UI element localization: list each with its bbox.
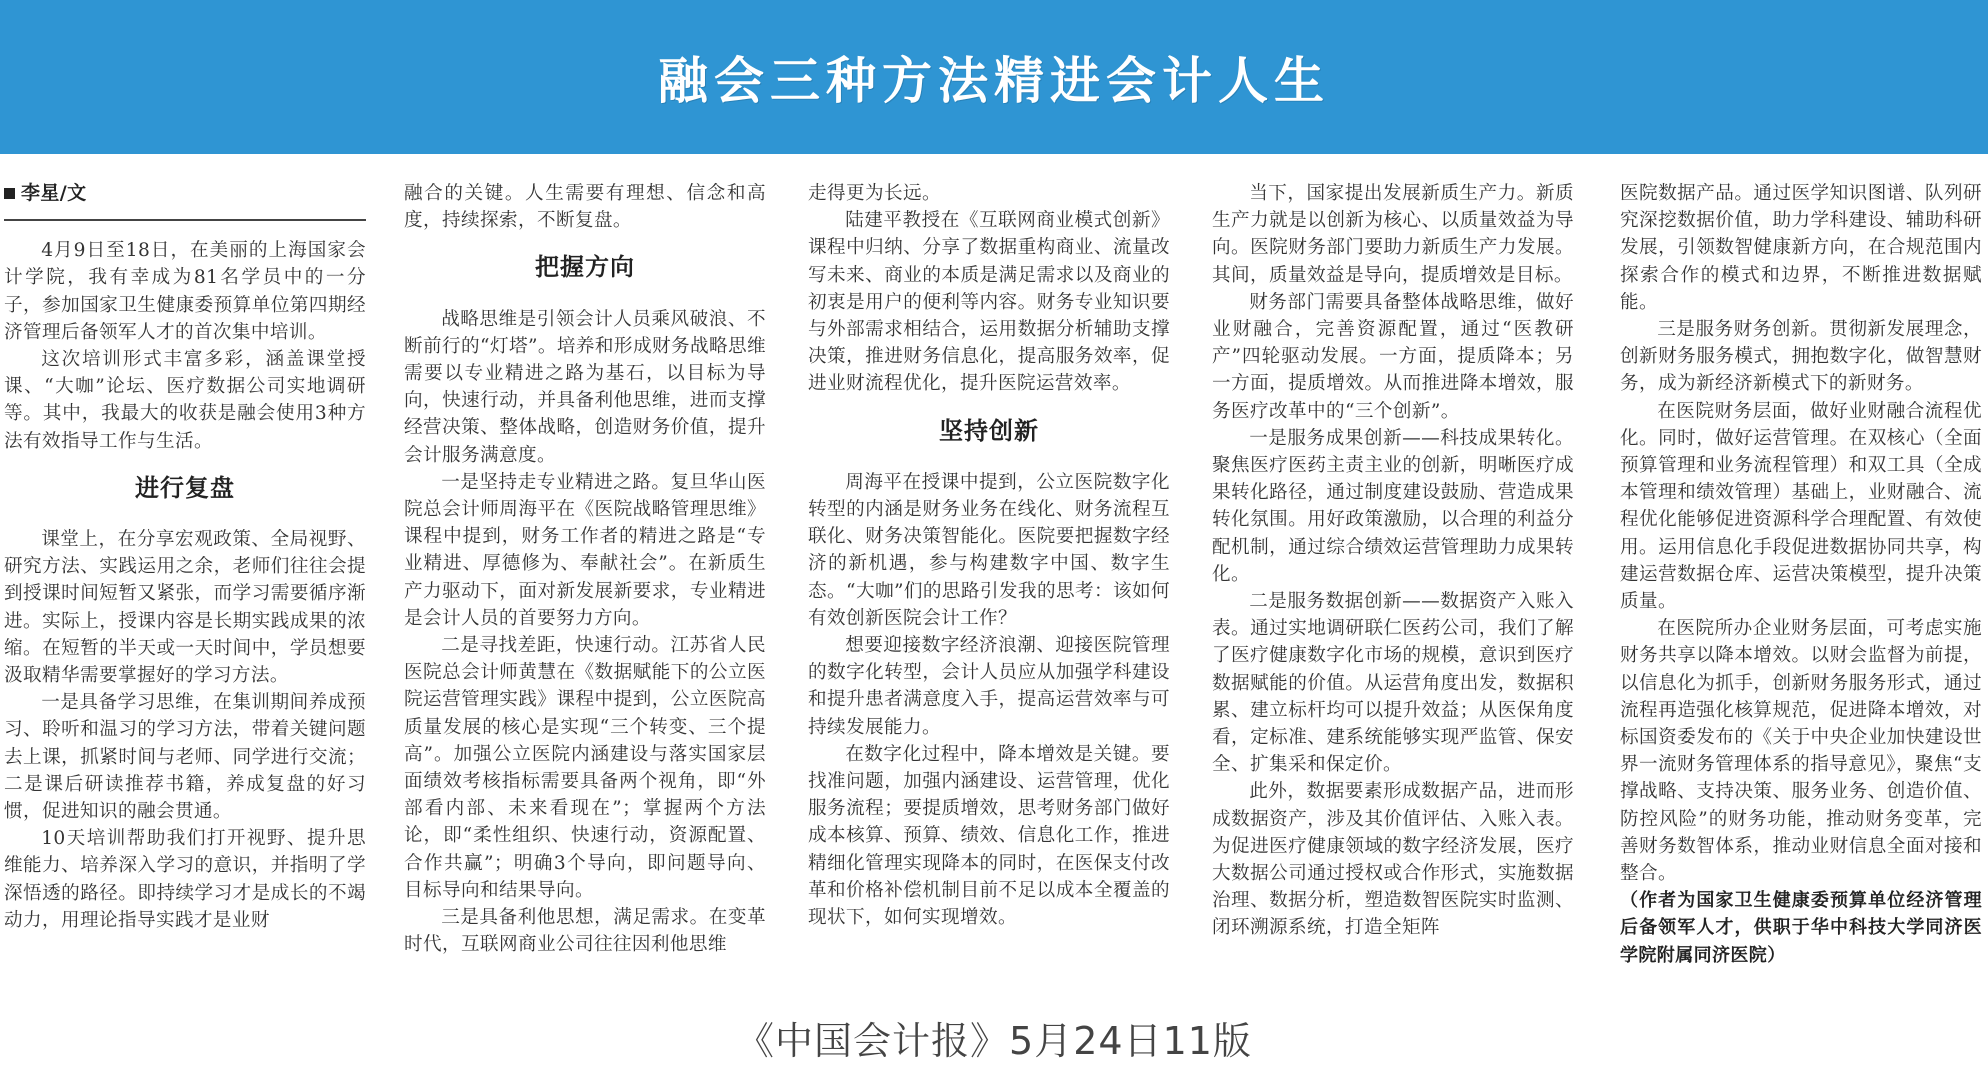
paragraph: 此外，数据要素形成数据产品，进而形成数据资产，涉及其价值评估、入账入表。为促进医疗健康领域的数字经济发展，医疗大数据公司通过授权或合作形式，实施数据治理、数据分析，塑造数智医院实时监测、闭环溯源系统，打造全矩阵: [1212, 781, 1574, 939]
paragraph: 财务部门需要具备整体战略思维，做好业财融合，完善资源配置，通过“医教研产”四轮驱动发展。一方面，提质降本；另一方面，提质增效。从而推进降本增效，服务医疗改革中的“三个创新”。: [1212, 291, 1574, 422]
paragraph-continued: 融合的关键。人生需要有理想、信念和高度，持续探索，不断复盘。: [404, 183, 766, 232]
title-banner: [0, 0, 1988, 154]
paragraph: 这次培训形式丰富多彩，涵盖课堂授课、“大咖”论坛、医疗数据公司实地调研等。其中，我最大的收获是融会使用3种方法有效指导工作与生活。: [4, 349, 366, 452]
author-note: （作者为国家卫生健康委预算单位经济管理后备领军人才，供职于华中科技大学同济医学院附属同济医院）: [1620, 890, 1982, 966]
paragraph-continued: 医院数据产品。通过医学知识图谱、队列研究深挖数据价值，助力学科建设、辅助科研发展，引领数智健康新方向，在合规范围内探索合作的模式和边界，不断推进数据赋能。: [1620, 183, 1982, 313]
square-bullet-icon: [4, 188, 15, 199]
author-name: 李星/文: [21, 182, 87, 204]
paragraph: 三是具备利他思想，满足需求。在变革时代，互联网商业公司往往因利他思维: [404, 907, 766, 956]
source-caption: 《中国会计报》5月24日11版: [736, 1019, 1252, 1063]
article-column-3: [808, 180, 1170, 931]
paragraph: 在数字化过程中，降本增效是关键。要找准问题，加强内涵建设、运营管理，优化服务流程；要提质增效，思考财务部门做好成本核算、预算、绩效、信息化工作，推进精细化管理实现降本的同时，在医保支付改革和价格补偿机制目前不足以成本全覆盖的现状下，如何实现增效。: [808, 743, 1170, 929]
byline: [4, 180, 366, 221]
paragraph: 一是坚持走专业精进之路。复旦华山医院总会计师周海平在《医院战略管理思维》课程中提到，财务工作者的精进之路是“专业精进、厚德修为、奉献社会”。在新质生产力驱动下，面对新发展新要求，专业精进是会计人员的首要努力方向。: [404, 471, 766, 629]
paragraph: 陆建平教授在《互联网商业模式创新》课程中归纳、分享了数据重构商业、流量改写未来、商业的本质是满足需求以及商业的初衷是用户的便利等内容。财务专业知识要与外部需求相结合，运用数据分析辅助支撑决策，推进财务信息化，提高服务效率，促进业财流程优化，提升医院运营效率。: [808, 210, 1170, 395]
article-column-1: [4, 180, 366, 934]
paragraph: 4月9日至18日，在美丽的上海国家会计学院，我有幸成为81名学员中的一分子，参加国家卫生健康委预算单位第四期经济管理后备领军人才的首次集中培训。: [4, 240, 366, 343]
article-column-4: [1212, 180, 1574, 942]
paragraph: 当下，国家提出发展新质生产力。新质生产力就是以创新为核心、以质量效益为导向。医院财务部门要助力新质生产力发展。其间，质量效益是导向，提质增效是目标。: [1212, 183, 1574, 286]
article-title: 融会三种方法精进会计人生: [658, 52, 1330, 110]
paragraph-continued: 走得更为长远。: [808, 183, 941, 204]
article-column-2: [404, 180, 766, 958]
paragraph: 在医院所办企业财务层面，可考虑实施财务共享以降本增效。以财会监督为前提，以信息化为抓手，创新财务服务形式，通过流程再造强化核算规范，促进降本增效，对标国资委发布的《关于中央企业加快建设世界一流财务管理体系的指导意见》，聚焦“支撑战略、支持决策、服务业务、创造价值、防控风险”的财务功能，推动财务变革，完善财务数智体系，推动业财信息全面对接和整合。: [1620, 618, 1982, 885]
paragraph: 一是具备学习思维，在集训期间养成预习、聆听和温习的学习方法，带着关键问题去上课，抓紧时间与老师、同学进行交流；二是课后研读推荐书籍，养成复盘的好习惯，促进知识的融会贯通。: [4, 692, 366, 823]
paragraph: 二是寻找差距，快速行动。江苏省人民医院总会计师黄慧在《数据赋能下的公立医院运营管理实践》课程中提到，公立医院高质量发展的核心是实现“三个转变、三个提高”。加强公立医院内涵建设与落实国家层面绩效考核指标需要具备两个视角，即“外部看内部、未来看现在”；掌握两个方法论，即“柔性组织、快速行动，资源配置、合作共赢”；明确3个导向，即问题导向、目标导向和结果导向。: [404, 635, 766, 901]
paragraph: 三是服务财务创新。贯彻新发展理念，创新财务服务模式，拥抱数字化，做智慧财务，成为新经济新模式下的新财务。: [1620, 319, 1982, 395]
paragraph: 二是服务数据创新——数据资产入账入表。通过实地调研联仁医药公司，我们了解了医疗健康数字化市场的规模，意识到医疗数据赋能的价值。从运营角度出发，数据积累、建立标杆均可以提升效益；从医保角度看，定标准、建系统能够实现严监管、保安全、扩集采和保定价。: [1212, 591, 1574, 776]
paragraph: 战略思维是引领会计人员乘风破浪、不断前行的“灯塔”。培养和形成财务战略思维需要以专业精进之路为基石，以目标为导向，快速行动，并具备利他思维，进而支撑经营决策、整体战略，创造财务价值，提升会计服务满意度。: [404, 308, 766, 466]
paragraph: 周海平在授课中提到，公立医院数字化转型的内涵是财务业务在线化、财务流程互联化、财务决策智能化。医院要把握数字经济的新机遇，参与构建数字中国、数字生态。“大咖”们的思路引发我的思考：该如何有效创新医院会计工作？: [808, 471, 1170, 629]
paragraph: 在医院财务层面，做好业财融合流程优化。同时，做好运营管理。在双核心（全面预算管理和业务流程管理）和双工具（全成本管理和绩效管理）基础上，业财融合、流程优化能够促进资源科学合理配置、有效使用。运用信息化手段促进数据协同共享，构建运营数据仓库、运营决策模型，提升决策质量。: [1620, 400, 1982, 613]
paragraph: 想要迎接数字经济浪潮、迎接医院管理的数字化转型，会计人员应从加强学科建设和提升患者满意度入手，提高运营效率与可持续发展能力。: [808, 635, 1170, 738]
paragraph: 一是服务成果创新——科技成果转化。聚焦医疗医药主责主业的创新，明晰医疗成果转化路径，通过制度建设鼓励、营造成果转化氛围。用好政策激励，以合理的利益分配机制，通过综合绩效运营管理助力成果转化。: [1212, 427, 1574, 585]
paragraph: 10天培训帮助我们打开视野、提升思维能力、培养深入学习的意识，并指明了学深悟透的路径。即持续学习才是成长的不竭动力，用理论指导实践才是业财: [4, 828, 366, 931]
article-column-5: [1620, 180, 1982, 969]
section-heading: 把握方向: [535, 253, 635, 282]
section-heading: 进行复盘: [135, 473, 235, 502]
paragraph: 课堂上，在分享宏观政策、全局视野、研究方法、实践运用之余，老师们往往会提到授课时间短暂又紧张，而学习需要循序渐进。实际上，授课内容是长期实践成果的浓缩。在短暂的半天或一天时间中，学员想要汲取精华需要掌握好的学习方法。: [4, 529, 366, 687]
section-heading: 坚持创新: [939, 416, 1039, 445]
